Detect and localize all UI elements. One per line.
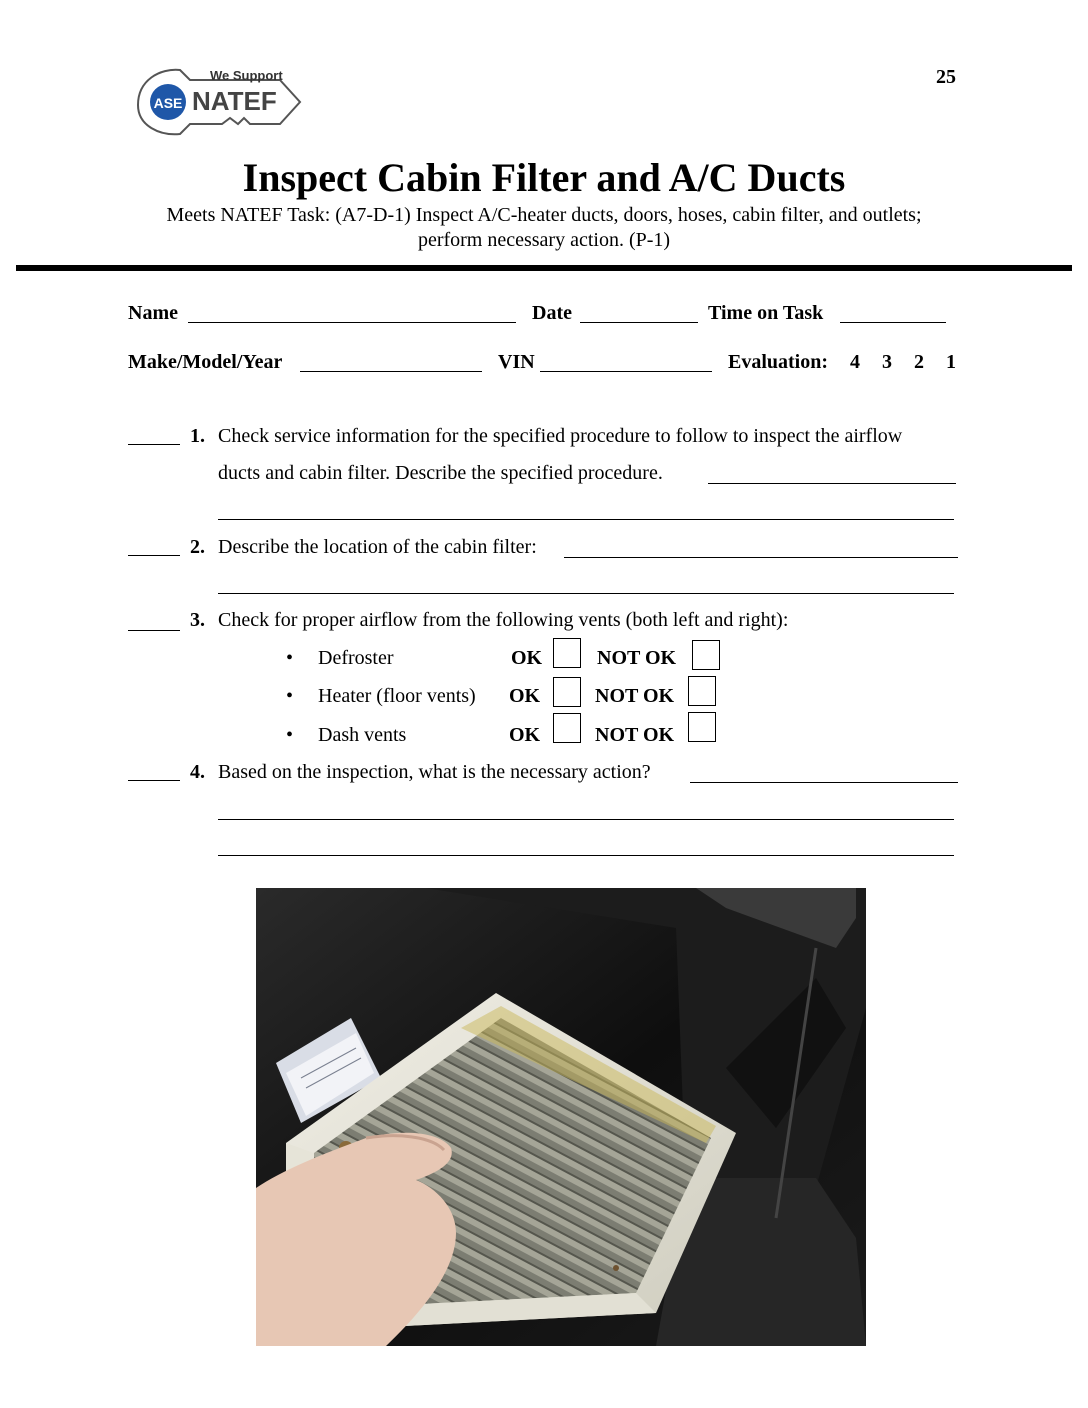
- step-3-number: 3.: [190, 609, 205, 631]
- vent-dash-not-ok-label: NOT OK: [595, 724, 675, 746]
- step-4-number: 4.: [190, 761, 205, 783]
- bullet: •: [286, 647, 294, 669]
- natef-logo: [130, 60, 305, 150]
- ase-badge-text: ASE: [153, 95, 183, 111]
- step-1-answer-line-2[interactable]: [218, 519, 954, 520]
- step-1-text-line-1: Check service information for the specified procedure to follow to inspect the airflow: [218, 425, 903, 447]
- subtitle-line-2: perform necessary action. (P-1): [417, 229, 671, 251]
- step-3-text: Check for proper airflow from the following vents (both left and right):: [218, 609, 789, 631]
- logo-tagline: We Support: [210, 68, 283, 83]
- step-2-answer-line-1[interactable]: [564, 557, 958, 558]
- step-4-answer-line-2[interactable]: [218, 819, 954, 820]
- step-2-answer-line-2[interactable]: [218, 593, 954, 594]
- vent-dash-label: Dash vents: [318, 724, 407, 746]
- step-4-answer-line-1[interactable]: [690, 782, 958, 783]
- step-2-check-blank[interactable]: [128, 555, 180, 556]
- step-2-text: Describe the location of the cabin filter:: [218, 536, 537, 558]
- step-1-check-blank[interactable]: [128, 444, 180, 445]
- score-3[interactable]: 3: [882, 351, 892, 373]
- page-number: 25: [936, 66, 956, 88]
- vent-heater-not-ok-label: NOT OK: [595, 685, 675, 707]
- vent-heater-not-ok-checkbox[interactable]: [688, 676, 716, 706]
- page-title: Inspect Cabin Filter and A/C Ducts: [242, 155, 846, 200]
- date-field[interactable]: [580, 322, 698, 323]
- vent-defroster-not-ok-label: NOT OK: [597, 647, 677, 669]
- step-3-check-blank[interactable]: [128, 630, 180, 631]
- vin-label: VIN: [498, 351, 535, 373]
- name-label: Name: [128, 302, 178, 324]
- step-1-answer-line-1[interactable]: [708, 483, 956, 484]
- vent-heater-ok-label: OK: [509, 685, 541, 707]
- logo-wordmark: NATEF: [192, 86, 277, 116]
- time-on-task-field[interactable]: [840, 322, 946, 323]
- vent-heater-label: Heater (floor vents): [318, 685, 476, 707]
- score-2[interactable]: 2: [914, 351, 924, 373]
- vin-field[interactable]: [540, 371, 712, 372]
- make-model-year-field[interactable]: [300, 371, 482, 372]
- cabin-filter-photo: [256, 888, 866, 1346]
- step-4-text: Based on the inspection, what is the necessary action?: [218, 761, 651, 783]
- time-on-task-label: Time on Task: [708, 302, 824, 324]
- step-4-answer-line-3[interactable]: [218, 855, 954, 856]
- header-rule: [16, 265, 1072, 271]
- step-1-text-line-2: ducts and cabin filter. Describe the specified procedure.: [218, 462, 663, 484]
- vent-heater-ok-checkbox[interactable]: [553, 677, 581, 707]
- make-model-year-label: Make/Model/Year: [128, 351, 283, 373]
- evaluation-label: Evaluation:: [728, 351, 829, 373]
- subtitle-line-1: Meets NATEF Task: (A7-D-1) Inspect A/C-heater ducts, doors, hoses, cabin filter, and outlets;: [166, 204, 922, 226]
- vent-defroster-label: Defroster: [318, 647, 394, 669]
- name-field[interactable]: [188, 322, 516, 323]
- step-2-number: 2.: [190, 536, 205, 558]
- vent-dash-ok-checkbox[interactable]: [553, 713, 581, 743]
- vent-defroster-ok-checkbox[interactable]: [553, 638, 581, 668]
- vent-defroster-not-ok-checkbox[interactable]: [692, 640, 720, 670]
- step-4-check-blank[interactable]: [128, 780, 180, 781]
- vent-defroster-ok-label: OK: [511, 647, 543, 669]
- score-4[interactable]: 4: [850, 351, 860, 373]
- date-label: Date: [532, 302, 572, 324]
- vent-dash-ok-label: OK: [509, 724, 541, 746]
- vent-dash-not-ok-checkbox[interactable]: [688, 712, 716, 742]
- bullet: •: [286, 724, 294, 746]
- score-1[interactable]: 1: [946, 351, 956, 373]
- ase-key-icon: [130, 60, 305, 150]
- step-1-number: 1.: [190, 425, 205, 447]
- bullet: •: [286, 685, 294, 707]
